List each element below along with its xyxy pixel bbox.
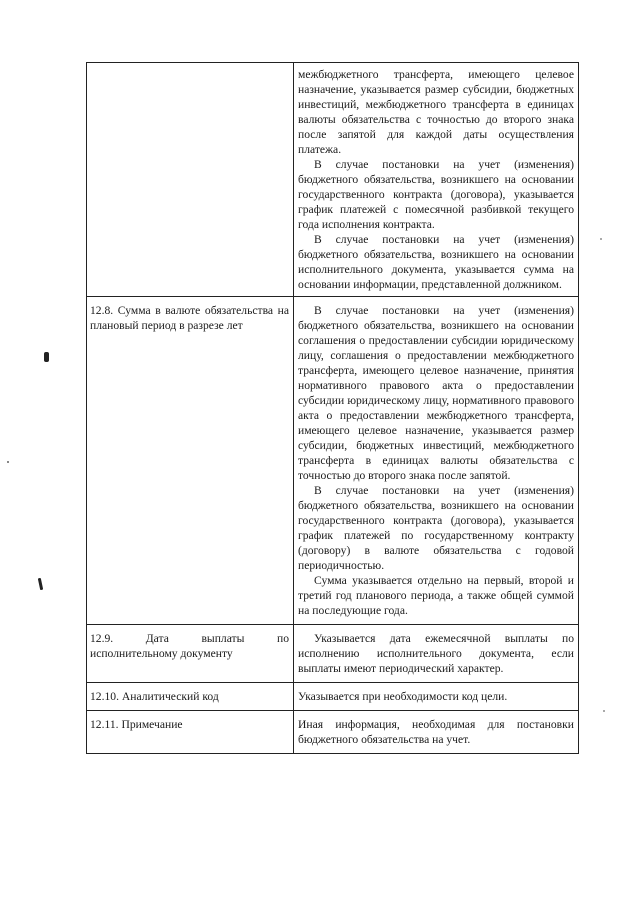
- paragraph: Сумма указывается отдельно на первый, второй и третий год планового периода, а также общей суммой на последующие года.: [298, 574, 574, 617]
- row-label: [87, 711, 294, 754]
- row-label-text: 12.10. Аналитический код: [90, 690, 219, 703]
- table-row: [87, 711, 579, 754]
- table-row: [87, 63, 579, 297]
- row-label: [87, 683, 294, 711]
- scan-artifact-mark: [44, 352, 49, 362]
- paragraph: Указывается при необходимости код цели.: [298, 690, 508, 703]
- scan-artifact-mark: [38, 578, 43, 590]
- paragraph: межбюджетного трансферта, имеющего целевое назначение, указывается размер субсидии, бюджетных инвестиций, межбюджетного трансферта в единицах валюты обязательства с точностью до второго знака после запятой для каждой даты осуществления платежа.: [298, 68, 574, 156]
- table-row: [87, 683, 579, 711]
- requirements-table: [86, 62, 579, 754]
- table-row: [87, 297, 579, 625]
- row-label-text: 12.8. Сумма в валюте обязательства на плановый период в разрезе лет: [90, 304, 289, 332]
- row-description: [294, 625, 579, 683]
- row-label: [87, 625, 294, 683]
- paragraph: В случае постановки на учет (изменения) бюджетного обязательства, возникшего на основании исполнительного документа, указывается сумма на основании информации, представленной должником.: [298, 233, 574, 291]
- paragraph: В случае постановки на учет (изменения) бюджетного обязательства, возникшего на основании соглашения о предоставлении субсидии юридическому лицу, соглашения о предоставлении межбюджетного трансферта, имеющего целевое назначение, принятия нормативного правового акта о предоставлении субсидии юридическому лицу, нормативного правового акта о предоставлении межбюджетного трансферта, имеющего целевое назначение, указывается размер субсидии, бюджетных инвестиций, межбюджетного трансферта в единицах валюты обязательства с точностью до второго знака после запятой.: [298, 304, 574, 482]
- scan-speck: [603, 710, 605, 712]
- row-description: [294, 63, 579, 297]
- table-row: [87, 625, 579, 683]
- row-description: [294, 683, 579, 711]
- paragraph: В случае постановки на учет (изменения) бюджетного обязательства, возникшего на основании государственного контракта (договора), указывается график платежей по государственному контракту (договору) в валюте обязательства с годовой периодичностью.: [298, 484, 574, 572]
- row-label-text: 12.9. Дата выплаты по исполнительному документу: [90, 632, 289, 660]
- row-description: [294, 297, 579, 625]
- paragraph: Указывается дата ежемесячной выплаты по исполнению исполнительного документа, если выплаты имеют периодический характер.: [298, 632, 574, 675]
- paragraph: В случае постановки на учет (изменения) бюджетного обязательства, возникшего на основании государственного контракта (договора), указывается график платежей с помесячной разбивкой текущего года исполнения контракта.: [298, 158, 574, 231]
- row-label-empty: [87, 63, 294, 297]
- row-label-text: 12.11. Примечание: [90, 718, 183, 731]
- paragraph: Иная информация, необходимая для постановки бюджетного обязательства на учет.: [298, 718, 574, 746]
- row-description: [294, 711, 579, 754]
- scan-speck: [7, 461, 9, 463]
- row-label: [87, 297, 294, 625]
- scan-speck: [600, 238, 602, 240]
